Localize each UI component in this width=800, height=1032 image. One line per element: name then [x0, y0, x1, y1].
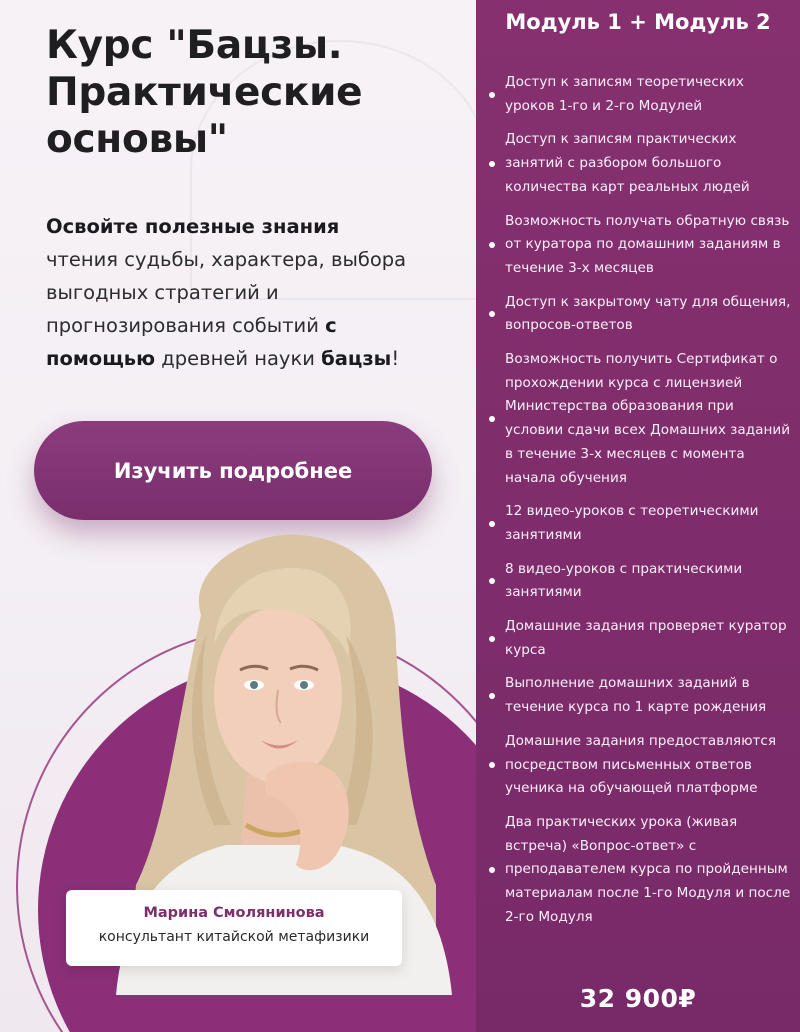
feature-item — [489, 500, 794, 547]
subtitle-text-2: древней науки — [155, 347, 322, 370]
bullet-icon — [489, 521, 495, 527]
course-title: Курс "Бацзы. Практические основы" — [46, 23, 363, 162]
bullet-icon — [489, 762, 495, 768]
subtitle-text-1: чтения судьбы, характера, выбора выгодных стратегий и прогнозирования событий — [46, 248, 407, 337]
course-features-panel — [476, 0, 800, 1032]
feature-list — [489, 71, 794, 940]
bullet-icon — [489, 92, 495, 98]
feature-item — [489, 128, 794, 199]
feature-text: Возможность получить Сертификат о прохождении курса с лицензией Министерства образования при условии сдачи всех Домашних заданий в течение 3-х месяцев с момента начала обучения — [505, 351, 791, 486]
feature-item — [489, 291, 794, 338]
feature-item — [489, 615, 794, 662]
instructor-role: консультант китайской метафизики — [98, 929, 370, 945]
feature-item — [489, 71, 794, 118]
feature-text: Два практических урока (живая встреча) «Вопрос-ответ» с преподавателем курса по пройденным материалам после 1-го Модуля и после 2-го Модуля — [505, 813, 791, 925]
subtitle-bold-3: бацзы — [321, 347, 392, 370]
feature-text: Доступ к записям практических занятий с разбором большого количества карт реальных людей — [505, 131, 750, 195]
bullet-icon — [489, 416, 495, 422]
instructor-name: Марина Смолянинова — [143, 905, 325, 921]
feature-text: Возможность получать обратную связь от куратора по домашним заданиям в течение 3-х месяцев — [505, 212, 790, 276]
feature-text: Домашние задания предоставляются посредством письменных ответов ученика на обучающей платформе — [505, 732, 777, 797]
course-subtitle — [46, 210, 416, 375]
feature-item — [489, 811, 794, 930]
bullet-icon — [489, 161, 495, 167]
feature-item — [489, 210, 794, 281]
bullet-icon — [489, 693, 495, 699]
feature-text: Доступ к закрытому чату для общения, вопросов-ответов — [505, 293, 791, 334]
course-price: 32 900₽ — [579, 984, 697, 1013]
bullet-icon — [489, 578, 495, 584]
instructor-name-card — [66, 890, 402, 966]
bullet-icon — [489, 242, 495, 248]
feature-item — [489, 672, 794, 719]
bullet-icon — [489, 311, 495, 317]
bullet-icon — [489, 867, 495, 873]
feature-text: Домашние задания проверяет куратор курса — [505, 618, 787, 658]
feature-item — [489, 558, 794, 605]
feature-text: Выполнение домашних заданий в течение курса по 1 карте рождения — [505, 675, 767, 716]
feature-text: 8 видео-уроков с практическими занятиями — [505, 560, 743, 601]
learn-more-button[interactable]: Изучить подробнее — [34, 421, 432, 520]
modules-title: Модуль 1 + Модуль 2 — [505, 10, 771, 34]
feature-text: 12 видео-уроков с теоретическими занятиями — [505, 503, 759, 543]
feature-item — [489, 730, 794, 801]
feature-item — [489, 348, 794, 490]
feature-text: Доступ к записям теоретических уроков 1-го и 2-го Модулей — [505, 74, 744, 114]
subtitle-bold-2: с помощью — [46, 314, 337, 370]
subtitle-bold-1: Освойте полезные знания — [46, 215, 340, 238]
bullet-icon — [489, 636, 495, 642]
subtitle-text-3: ! — [391, 347, 400, 370]
